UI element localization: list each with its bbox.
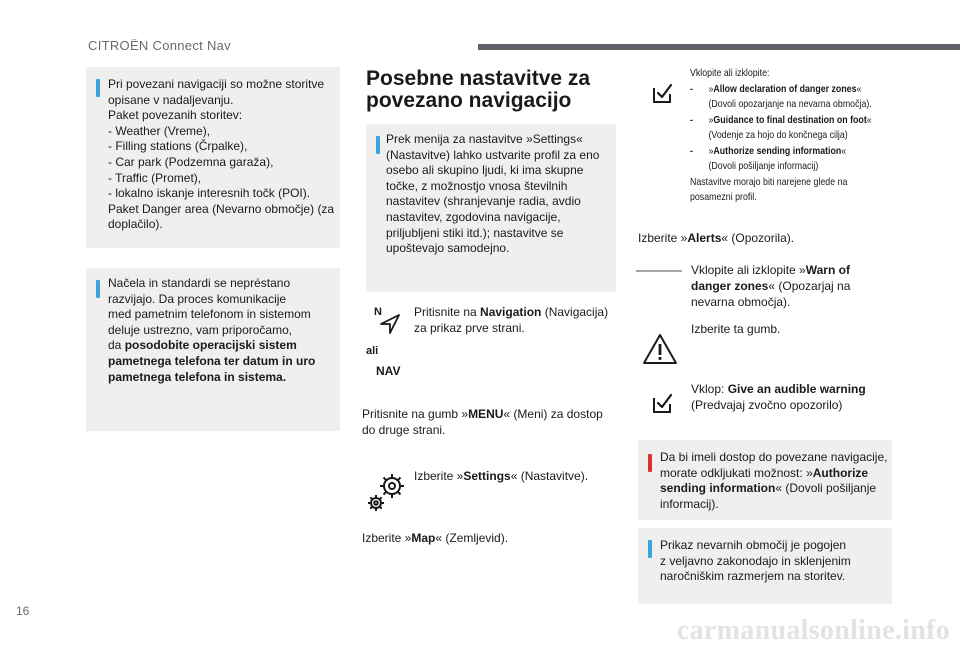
settings-line: nastavitev (shranjevanje radia, avdio [386, 194, 581, 209]
standards-line [108, 338, 338, 354]
standards-note-text [108, 276, 338, 385]
toggle-quote: « [841, 144, 847, 157]
toggle-option-bold: Guidance to final destination on foot [713, 113, 867, 126]
standards-bold: pametnega telefona ter datum in uro [108, 353, 316, 368]
instruction-text: Pritisnite na gumb » [362, 407, 469, 421]
instruction-bold: danger zones [691, 279, 769, 293]
info-marker [96, 79, 100, 97]
toggle-quote: « [856, 82, 862, 95]
warning-line: informacij). [660, 496, 719, 511]
services-note-box [86, 67, 340, 248]
toggle-option-sub: (Vodenje za hojo do končnega cilja) [708, 129, 848, 141]
toggle-dash: - [690, 144, 693, 157]
section-title [366, 68, 616, 112]
press-menu-text [362, 406, 612, 438]
instruction-text: Vklop: [691, 382, 728, 396]
page-number: 16 [16, 604, 30, 618]
instruction-text: « (Zemljevid). [435, 531, 509, 545]
toggle-quote: « [866, 113, 872, 126]
warning-text: morate odkljukati možnost: » [660, 465, 813, 480]
toggle-option-bold: Authorize sending information [713, 144, 842, 157]
instruction-bold: Give an audible warning [727, 382, 866, 396]
select-button-text [691, 321, 891, 337]
nav-icon-letter: N [374, 306, 382, 318]
warning-bold: sending information [660, 481, 776, 496]
toggle-switch-icon[interactable] [636, 266, 682, 276]
checkbox-checked-icon[interactable] [650, 82, 674, 106]
services-line: - lokalno iskanje interesnih točk (POI). [108, 186, 311, 201]
instruction-text: nevarna območja). [691, 295, 791, 309]
services-line: opisane v nadaljevanju. [108, 92, 234, 107]
toggle-option-sub: (Dovoli pošiljanje informacij) [708, 160, 819, 172]
instruction-bold: MENU [468, 407, 504, 421]
services-line: - Weather (Vreme), [108, 123, 211, 138]
toggle-option [690, 113, 892, 129]
settings-gears-icon[interactable] [366, 470, 408, 514]
toggle-option-bold: Allow declaration of danger zones [713, 82, 857, 95]
standards-line: razvijajo. Da proces komunikacije [108, 291, 287, 306]
services-note-text [108, 77, 336, 233]
toggle-option [690, 82, 892, 98]
services-line: Paket povezanih storitev: [108, 108, 243, 123]
settings-line: nastavitev, zgodovina navigacije, [386, 209, 561, 224]
instruction-bold: Map [411, 531, 436, 545]
warning-marker [648, 454, 652, 472]
settings-line: osebo ali skupino ljudi, ki ima skupne [386, 163, 584, 178]
zones-line: naročniškim razmerjem na storitev. [660, 569, 846, 584]
standards-line: med pametnim telefonom in sistemom [108, 307, 311, 322]
warning-triangle-icon[interactable] [642, 332, 678, 366]
toggle-option-sub: (Dovoli opozarjanje na nevarna območja). [708, 98, 872, 110]
instruction-text: Izberite » [362, 531, 412, 545]
nav-button-label[interactable]: NAV [376, 364, 401, 378]
toggle-intro: Vklopite ali izklopite: [690, 67, 770, 79]
toggle-dash: - [690, 113, 693, 126]
instruction-text: « (Opozarjaj na [768, 279, 851, 293]
instruction-text: Izberite ta gumb. [691, 322, 781, 336]
instruction-text: « (Meni) za dostop [503, 407, 603, 421]
toggle-quote: » [708, 144, 714, 157]
zones-note-text [660, 538, 890, 585]
zones-line: z veljavno zakonodajo in sklenjenim [660, 553, 851, 568]
warn-zones-text [691, 262, 891, 310]
warning-bold: Authorize [812, 465, 869, 480]
info-marker [376, 136, 380, 154]
instruction-text: (Navigacija) [541, 305, 609, 319]
services-line: doplačilo). [108, 217, 163, 232]
instruction-text: Izberite » [414, 469, 464, 483]
services-line: - Filling stations (Črpalke), [108, 139, 248, 154]
warning-line [660, 481, 890, 497]
settings-line: Prek menija za nastavitve »Settings« [386, 132, 583, 146]
standards-text: da [108, 338, 125, 353]
section-title-line: povezano navigacijo [366, 89, 572, 112]
toggle-quote: » [708, 113, 714, 126]
services-line: Pri povezani navigaciji so možne storitve [108, 77, 325, 91]
settings-line: (Nastavitve) lahko ustvarite profil za eno [386, 147, 600, 162]
audible-warning-text [691, 381, 891, 413]
settings-note-text [386, 132, 614, 257]
instruction-text: za prikaz prve strani. [414, 321, 525, 335]
authorize-warning-box [638, 440, 892, 520]
warning-line: Da bi imeli dostop do povezane navigacije, [660, 450, 888, 464]
header-bar [478, 44, 960, 50]
instruction-text: Izberite » [638, 231, 688, 245]
settings-line: upoštevajo samodejno. [386, 241, 510, 256]
instruction-text: « (Opozorila). [721, 231, 795, 245]
nav-or-label: ali [366, 345, 379, 357]
standards-line [108, 354, 338, 370]
standards-note-box [86, 268, 340, 431]
instruction-bold: Alerts [687, 231, 722, 245]
navigation-arrow-icon[interactable] [378, 312, 402, 336]
instruction-bold: Navigation [480, 305, 542, 319]
toggle-dash: - [690, 82, 693, 95]
services-line: - Traffic (Promet), [108, 170, 202, 185]
warning-text: « (Dovoli pošiljanje [775, 481, 877, 496]
services-line: Paket Danger area (Nevarno območje) (za [108, 201, 335, 216]
zones-line: Prikaz nevarnih območij je pogojen [660, 538, 847, 552]
toggle-option [690, 144, 892, 160]
instruction-text: « (Nastavitve). [510, 469, 589, 483]
standards-line [108, 370, 338, 386]
settings-line: priljubljeni stiki itd.); nastavitve se [386, 225, 564, 240]
standards-bold: pametnega telefona in sistema. [108, 369, 287, 384]
instruction-bold: Warn of [805, 263, 850, 277]
press-navigation-text [414, 304, 614, 336]
watermark: carmanualsonline.info [676, 615, 950, 646]
checkbox-checked-icon[interactable] [650, 392, 674, 416]
info-marker [96, 280, 100, 298]
toggle-options-block [690, 66, 892, 206]
services-line: - Car park (Podzemna garaža), [108, 154, 274, 169]
standards-line: deluje ustrezno, vam priporočamo, [108, 322, 293, 337]
info-marker [648, 540, 652, 558]
instruction-text: Pritisnite na [414, 305, 481, 319]
toggle-outro: Nastavitve morajo biti narejene glede na [690, 175, 848, 188]
section-title-line: Posebne nastavitve za [366, 67, 591, 90]
zones-note-box [638, 528, 892, 604]
instruction-text: Vklopite ali izklopite » [691, 263, 806, 277]
settings-line: točke, z možnostjo vnosa številnih [386, 178, 568, 193]
toggle-quote: » [708, 82, 714, 95]
select-settings-text [414, 468, 614, 484]
instruction-text: do druge strani. [362, 423, 446, 437]
instruction-bold: Settings [463, 469, 511, 483]
standards-bold: posodobite operacijski sistem [124, 338, 297, 353]
authorize-warning-text [660, 450, 890, 512]
header-title: CITROËN Connect Nav [88, 38, 231, 53]
settings-note-box [366, 124, 616, 292]
instruction-text: (Predvajaj zvočno opozorilo) [691, 398, 843, 412]
select-map-text [362, 530, 612, 546]
toggle-outro: posamezni profil. [690, 191, 757, 203]
warning-line [660, 466, 890, 482]
standards-line: Načela in standardi se nepréstano [108, 276, 291, 290]
select-alerts-text [638, 230, 898, 246]
